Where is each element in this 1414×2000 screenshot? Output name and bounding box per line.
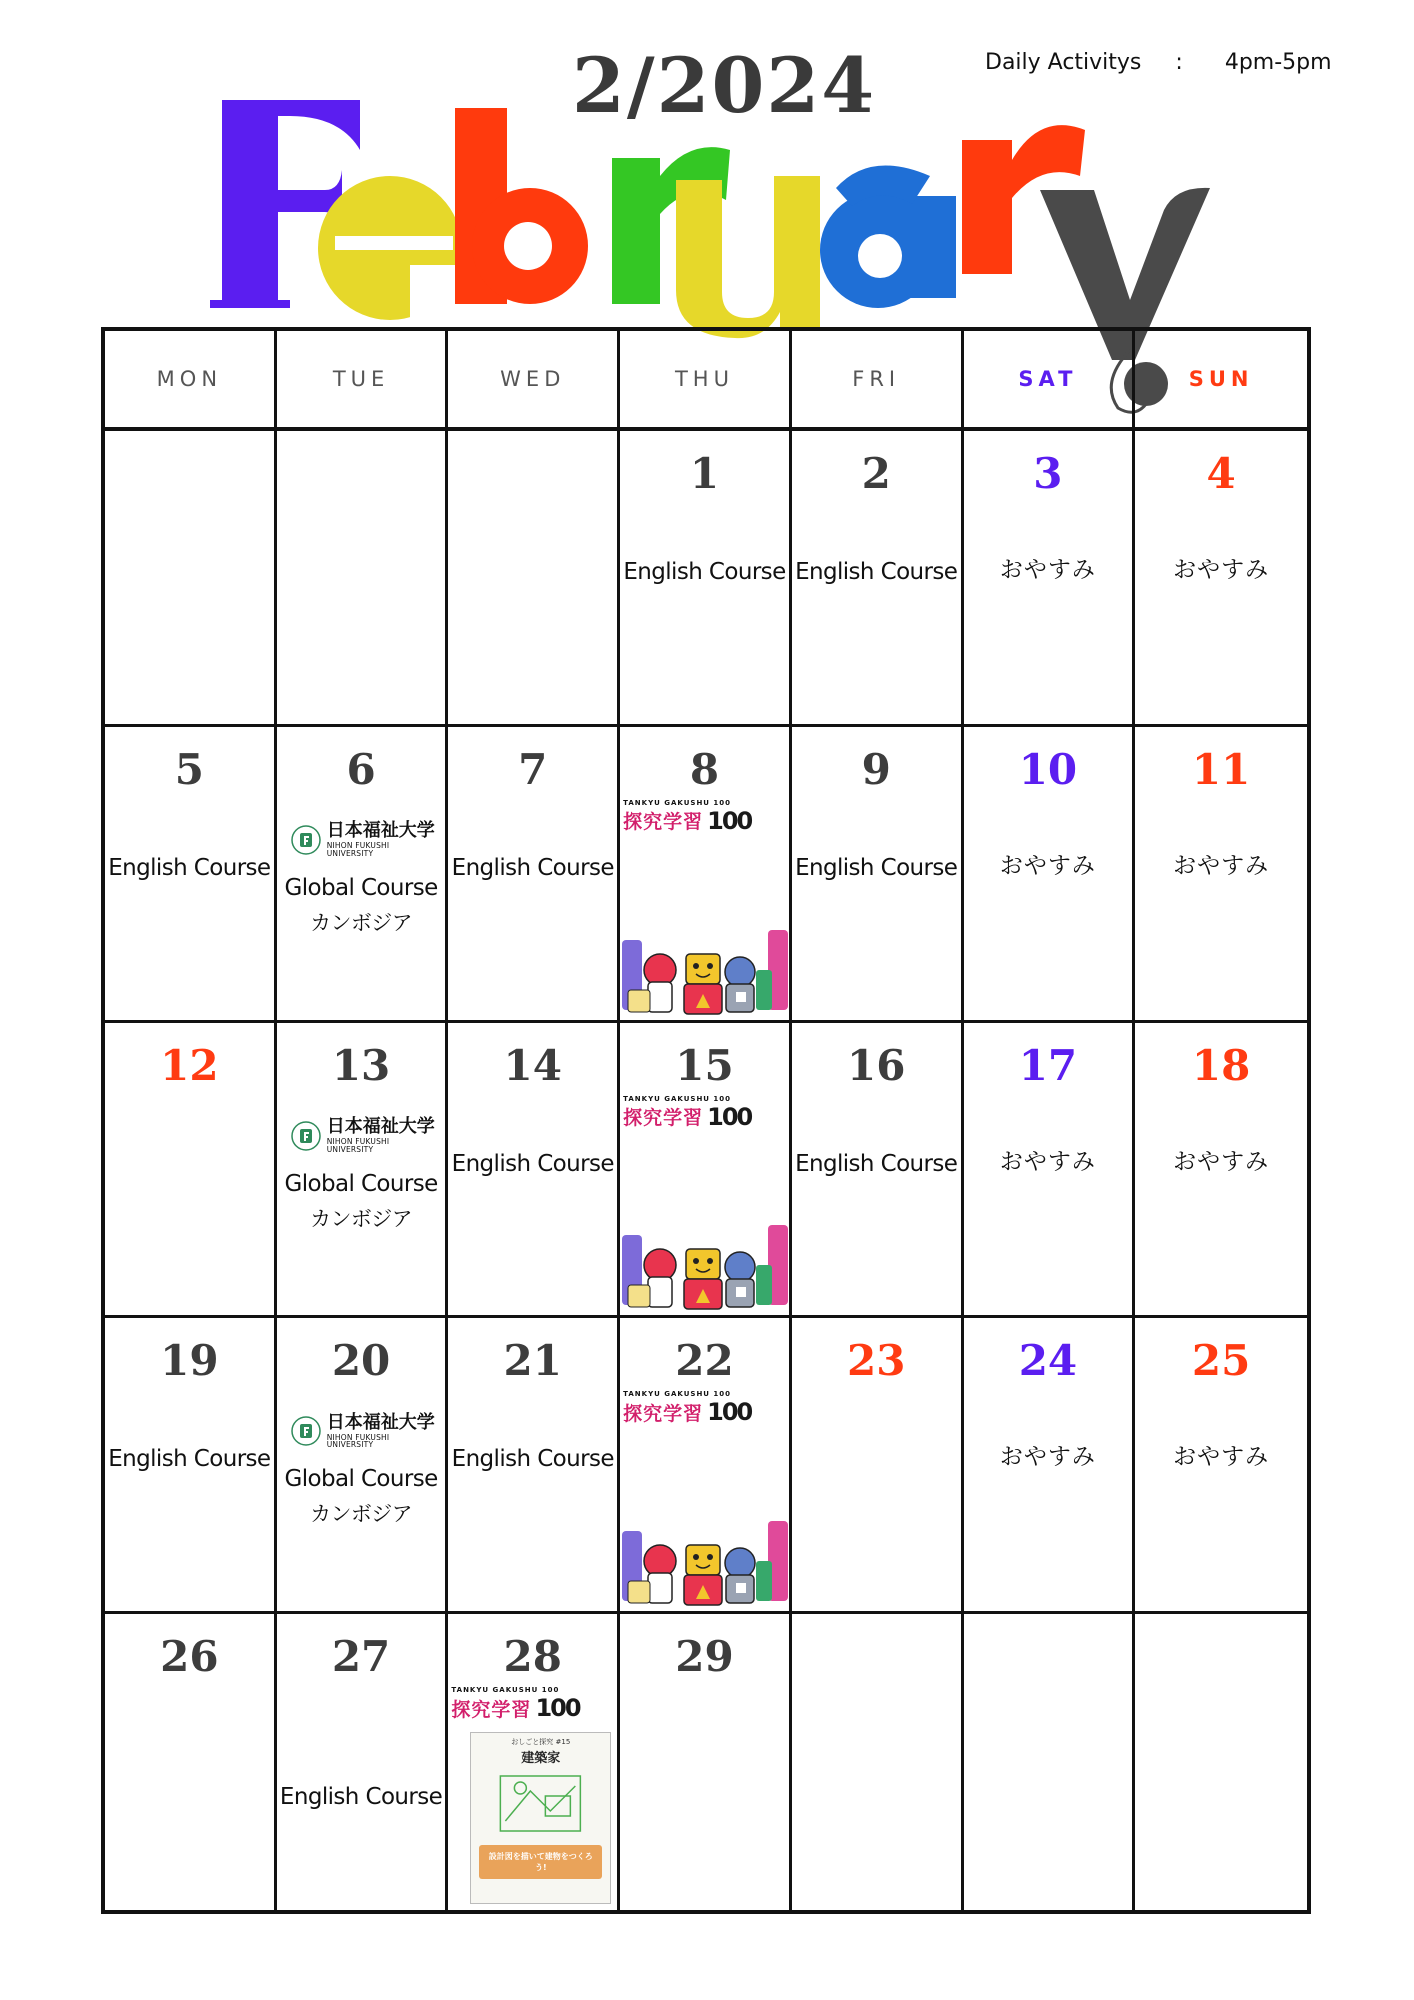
nfu-logo	[291, 1118, 436, 1154]
day-cell-20	[277, 1318, 449, 1614]
english-course-label: English Course	[279, 1784, 443, 1811]
empty-day-cell	[448, 431, 620, 727]
tankyu-title-row	[623, 1398, 786, 1426]
day-off-label: おやすみ	[999, 1444, 1096, 1471]
day-cell-17	[964, 1023, 1136, 1319]
daily-activities-time: 4pm-5pm	[1224, 50, 1332, 75]
day-cell-11	[1135, 727, 1307, 1023]
day-cell-27	[277, 1614, 449, 1910]
day-cell-2	[792, 431, 964, 727]
day-off-label: おやすみ	[1173, 852, 1270, 879]
nfu-name-jp: 日本福祉大学	[326, 1411, 435, 1433]
nfu-logo-text	[327, 1118, 436, 1153]
weekday-header-fri: FRI	[792, 331, 964, 431]
weekday-header-sun: SUN	[1135, 331, 1307, 431]
weekday-header-thu: THU	[620, 331, 792, 431]
tankyu-small-label: TANKYU GAKUSHU 100	[623, 1390, 732, 1399]
day-number: 14	[503, 1040, 562, 1090]
title-letter-u	[676, 176, 820, 338]
nfu-logo-icon	[291, 1416, 321, 1446]
day-number: 7	[518, 744, 548, 794]
nfu-logo	[291, 1413, 436, 1449]
day-cell-9	[792, 727, 964, 1023]
calendar-grid	[101, 327, 1311, 1914]
day-number: 9	[861, 744, 891, 794]
weekday-header-mon: MON	[105, 331, 277, 431]
global-course-label: Global Course	[284, 874, 438, 901]
tankyu-100-mark: 100	[707, 806, 752, 835]
empty-day-cell	[105, 431, 277, 727]
tankyu-gakushu-logo	[451, 1686, 614, 1722]
book-title: 建築家	[521, 1751, 561, 1767]
robot-characters-illustration	[620, 920, 790, 1020]
day-off-label: おやすみ	[999, 557, 1096, 583]
tankyu-jp-title: 探究学習	[623, 1402, 704, 1425]
day-number: 15	[675, 1040, 734, 1090]
day-number: 18	[1191, 1040, 1251, 1090]
nfu-logo-text	[327, 822, 436, 857]
day-cell-18	[1135, 1023, 1307, 1319]
day-number: 2	[861, 449, 891, 498]
day-number: 23	[846, 1336, 906, 1386]
tankyu-gakushu-logo	[623, 1095, 786, 1131]
day-off-label: おやすみ	[1173, 557, 1270, 583]
english-course-label: English Course	[451, 854, 614, 881]
cambodia-label: カンボジア	[310, 910, 413, 935]
weekday-header-wed: WED	[448, 331, 620, 431]
nfu-logo	[291, 822, 436, 858]
day-cell-5	[105, 727, 277, 1023]
tankyu-title-row	[623, 807, 786, 835]
tankyu-title-row	[623, 1103, 786, 1131]
architect-book-cover	[470, 1732, 611, 1904]
title-letter-b	[455, 108, 588, 304]
day-off-label: おやすみ	[1173, 1148, 1270, 1175]
nfu-logo-icon	[291, 1121, 321, 1151]
book-series-label: おしごと探究 #15	[511, 1738, 571, 1747]
day-number: 6	[346, 744, 376, 794]
title-letter-e	[318, 176, 470, 330]
day-cell-24	[964, 1318, 1136, 1614]
day-cell-8	[620, 727, 792, 1023]
english-course-label: English Course	[795, 854, 958, 881]
english-course-label: English Course	[108, 854, 271, 881]
weekday-header-tue: TUE	[277, 331, 449, 431]
day-number: 24	[1018, 1336, 1078, 1386]
tankyu-100-mark: 100	[707, 1398, 752, 1427]
day-off-label: おやすみ	[999, 1148, 1096, 1175]
day-number: 8	[689, 744, 720, 794]
day-cell-15	[620, 1023, 792, 1319]
global-course-label: Global Course	[284, 1170, 438, 1197]
robot-characters-illustration	[620, 1215, 790, 1315]
english-course-label: English Course	[795, 1150, 958, 1177]
day-cell-28	[448, 1614, 620, 1910]
day-number: 25	[1191, 1336, 1251, 1386]
day-off-label: おやすみ	[999, 852, 1096, 879]
tankyu-small-label: TANKYU GAKUSHU 100	[623, 798, 732, 807]
empty-day-cell	[792, 1614, 964, 1910]
tankyu-gakushu-logo	[623, 1390, 786, 1426]
day-number: 16	[846, 1040, 906, 1090]
day-number: 20	[331, 1336, 391, 1386]
nfu-name-jp: 日本福祉大学	[326, 1116, 435, 1138]
day-cell-22	[620, 1318, 792, 1614]
day-number: 1	[689, 449, 720, 498]
day-cell-6	[277, 727, 449, 1023]
day-cell-1	[620, 431, 792, 727]
english-course-label: English Course	[623, 559, 786, 585]
title-letter-a	[820, 165, 956, 308]
day-cell-4	[1135, 431, 1307, 727]
english-course-label: English Course	[451, 1150, 614, 1177]
day-number: 21	[503, 1336, 562, 1386]
day-cell-29	[620, 1614, 792, 1910]
tankyu-jp-title: 探究学習	[623, 811, 704, 834]
cambodia-label: カンボジア	[310, 1206, 413, 1231]
daily-activities-label: Daily Activitys	[985, 50, 1142, 75]
english-course-label: English Course	[451, 1446, 614, 1473]
tankyu-title-row	[451, 1694, 614, 1722]
english-course-label: English Course	[108, 1446, 271, 1473]
day-cell-25	[1135, 1318, 1307, 1614]
nfu-logo-icon	[291, 825, 321, 855]
day-number: 27	[331, 1632, 391, 1682]
tankyu-small-label: TANKYU GAKUSHU 100	[451, 1686, 560, 1695]
day-number: 28	[503, 1632, 562, 1682]
weekday-header-sat: SAT	[964, 331, 1136, 431]
day-number: 17	[1018, 1040, 1078, 1090]
nfu-name-en: NIHON FUKUSHI UNIVERSITY	[326, 1432, 390, 1450]
nfu-name-en: NIHON FUKUSHI UNIVERSITY	[326, 841, 390, 858]
day-number: 11	[1191, 744, 1251, 794]
day-number: 12	[160, 1040, 219, 1090]
architect-illustration	[471, 1766, 610, 1836]
tankyu-jp-title: 探究学習	[623, 1107, 704, 1130]
empty-day-cell	[1135, 1614, 1307, 1910]
day-cell-7	[448, 727, 620, 1023]
tankyu-small-label: TANKYU GAKUSHU 100	[623, 1094, 732, 1103]
day-number: 3	[1033, 449, 1063, 498]
day-cell-23	[792, 1318, 964, 1614]
daily-activities-separator: :	[1175, 50, 1183, 75]
day-cell-21	[448, 1318, 620, 1614]
day-number: 4	[1206, 449, 1236, 498]
day-number: 26	[160, 1632, 219, 1682]
nfu-name-en: NIHON FUKUSHI UNIVERSITY	[326, 1137, 390, 1154]
cambodia-label: カンボジア	[310, 1502, 413, 1527]
day-cell-26	[105, 1614, 277, 1910]
day-cell-19	[105, 1318, 277, 1614]
tankyu-100-mark: 100	[707, 1102, 752, 1131]
day-cell-13	[277, 1023, 449, 1319]
book-caption: 設計図を描いて建物をつくろう!	[479, 1845, 602, 1879]
tankyu-100-mark: 100	[535, 1694, 580, 1723]
empty-day-cell	[964, 1614, 1136, 1910]
empty-day-cell	[277, 431, 449, 727]
daily-activities-note	[985, 50, 1332, 75]
global-course-label: Global Course	[284, 1466, 438, 1493]
day-number: 5	[174, 744, 204, 794]
day-number: 29	[675, 1632, 734, 1682]
day-cell-14	[448, 1023, 620, 1319]
day-off-label: おやすみ	[1173, 1444, 1270, 1471]
day-cell-16	[792, 1023, 964, 1319]
english-course-label: English Course	[795, 559, 958, 585]
nfu-logo-text	[326, 1411, 436, 1450]
day-cell-3	[964, 431, 1136, 727]
robot-characters-illustration	[620, 1511, 790, 1611]
day-number: 19	[160, 1336, 219, 1386]
day-number: 13	[331, 1040, 391, 1090]
year-label: 2/2024	[572, 41, 877, 130]
nfu-name-jp: 日本福祉大学	[326, 820, 435, 842]
tankyu-gakushu-logo	[623, 799, 786, 835]
day-number: 22	[675, 1336, 734, 1386]
day-cell-10	[964, 727, 1136, 1023]
day-number: 10	[1018, 744, 1078, 794]
tankyu-jp-title: 探究学習	[451, 1698, 532, 1721]
day-cell-12	[105, 1023, 277, 1319]
